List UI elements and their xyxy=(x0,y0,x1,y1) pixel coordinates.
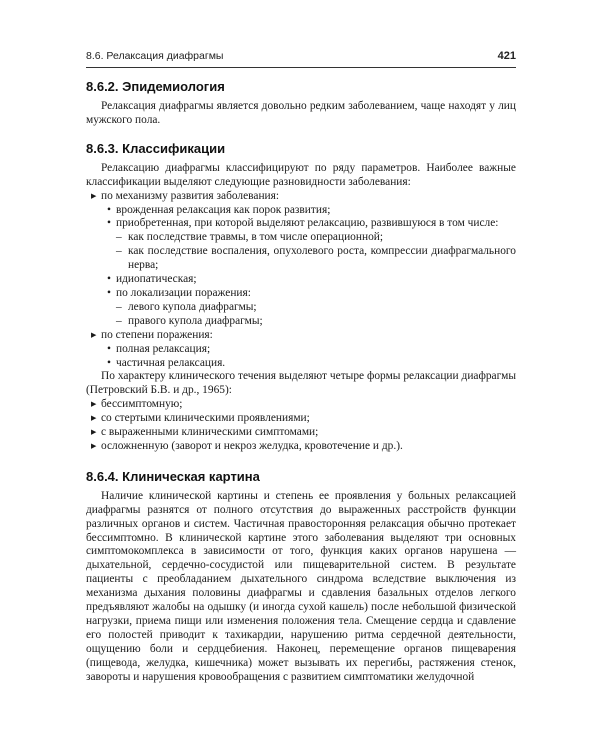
forms-intro: По характеру клинического течения выделяют четыре формы релаксации диафрагмы (Петровский Б.В. и др., 1965): xyxy=(86,370,516,397)
section-heading-classification: 8.6.3. Классификации xyxy=(86,140,226,156)
page-number: 421 xyxy=(497,50,516,62)
list-item: ▶ со стертыми клиническими проявлениями; xyxy=(86,412,516,426)
epidemiology-paragraph: Релаксация диафрагмы является довольно редким заболеванием, чаще находят у лиц мужского пола. xyxy=(86,100,516,126)
list-item: • врожденная релаксация как порок развития; xyxy=(86,204,516,218)
forms-list xyxy=(86,398,516,454)
list-item: ▶ бессимптомную; xyxy=(86,398,516,412)
list-item: ▶ с выраженными клиническими симптомами; xyxy=(86,426,516,440)
list-item: • полная релаксация; xyxy=(86,343,516,357)
classification-list xyxy=(86,190,516,371)
classification-intro: Релаксацию диафрагмы классифицируют по ряду параметров. Наиболее важные классификации выделяют следующие разновидности заболевания: xyxy=(86,161,516,188)
list-item: – как последствие травмы, в том числе операционной; xyxy=(86,231,516,245)
page-body xyxy=(86,76,516,685)
list-item: ▶ по степени поражения: xyxy=(86,329,516,343)
list-item: – левого купола диафрагмы; xyxy=(86,301,516,315)
section-heading-clinical: 8.6.4. Клиническая картина xyxy=(86,468,260,484)
list-item: • идиопатическая; xyxy=(86,273,516,287)
list-item: • приобретенная, при которой выделяют релаксацию, развившуюся в том числе: xyxy=(86,217,516,231)
running-header xyxy=(86,50,516,68)
section-heading-epidemiology: 8.6.2. Эпидемиология xyxy=(86,79,225,94)
running-title: 8.6. Релаксация диафрагмы xyxy=(86,50,224,62)
clinical-paragraph: Наличие клинической картины и степень ее проявления у больных релаксацией диафрагмы разнятся от полного отсутствия до выраженных расстройств функции различных органов и систем. Частичная правосторонняя релаксация обычно протекает бессимптомно. В клинической картине этого заболевания выделяют три основных симптомокомплекса в зависимости от того, функция каких органов нарушена — дыхательной, сердечно-сосудистой или пищеварительной систем. В результате пациенты с преобладанием дыхательного синдрома вследствие выключения из механизма дыхания половины диафрагмы и сдавления базальных отделов легкого предъявляют жалобы на одышку (и иногда сухой кашель) после небольшой физической нагрузки, приема пищи или изменения положения тела. Смещение сердца и сдавление его полостей приводит к тахикардии, нарушению ритма сердечной деятельности, ощущению боли и сердцебиения. Наконец, перемещение органов пищеварения (пищевода, желудка, кишечника) может вызывать их перегибы, растяжения стенок, завороты и нарушения кровообращения с развитием симптоматики желудочной xyxy=(86,489,516,683)
list-item: ▶ осложненную (заворот и некроз желудка, кровотечение и др.). xyxy=(86,440,516,454)
list-item: • частичная релаксация. xyxy=(86,357,516,371)
list-item: – правого купола диафрагмы; xyxy=(86,315,516,329)
list-item: • по локализации поражения: xyxy=(86,287,516,301)
list-item: ▶ по механизму развития заболевания: xyxy=(86,190,516,204)
list-item: – как последствие воспаления, опухолевого роста, компрессии диафрагмального нерва; xyxy=(86,245,516,273)
